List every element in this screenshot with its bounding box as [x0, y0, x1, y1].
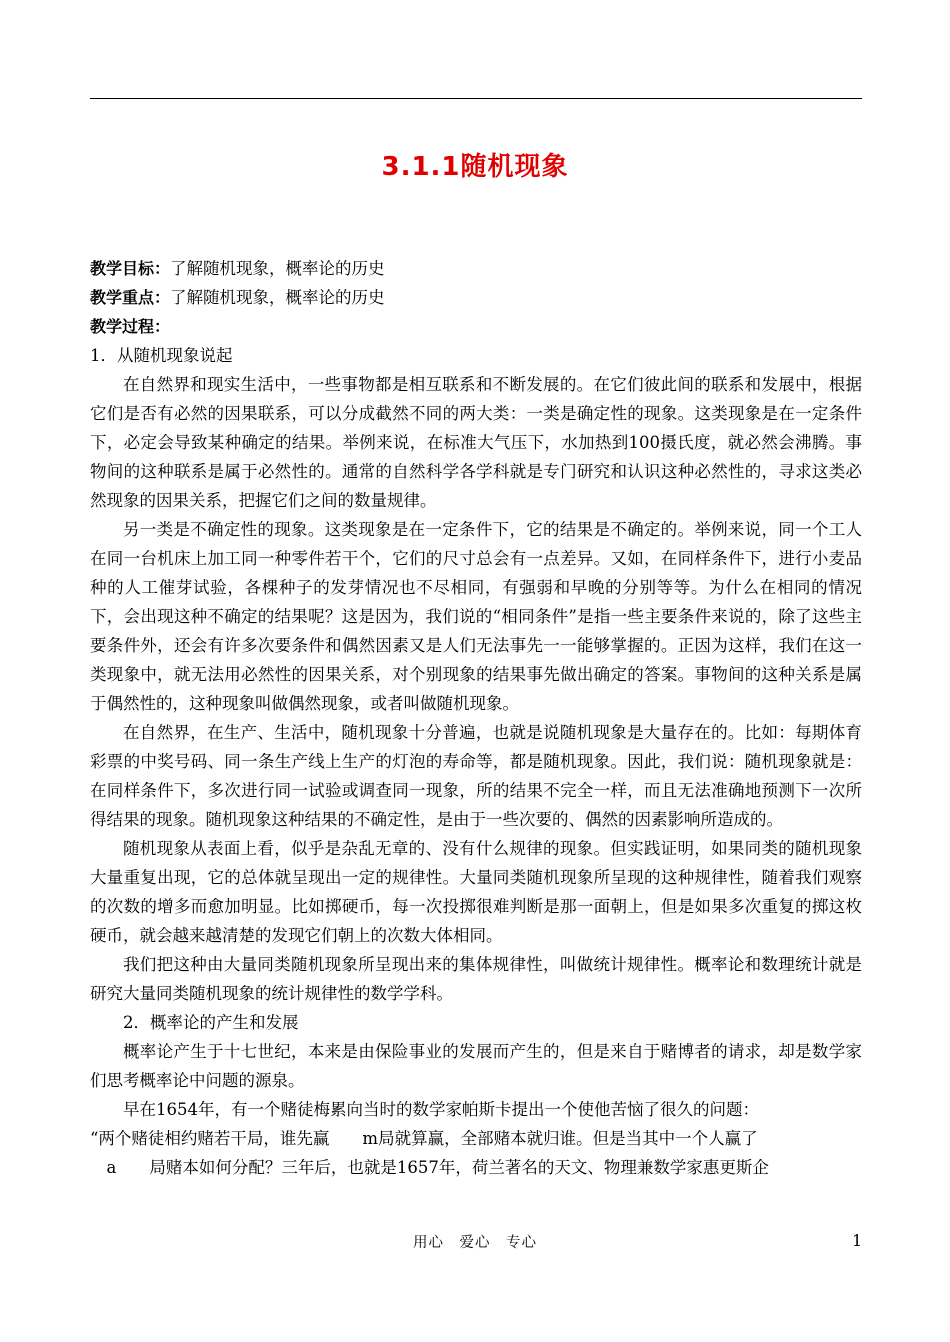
focus-line: [90, 283, 862, 312]
paragraph: 概率论产生于十七世纪，本来是由保险事业的发展而产生的，但是来自于赌博者的请求，却是数学家们思考概率论中问题的源泉。: [90, 1042, 862, 1090]
document-title: 3.1.1随机现象: [381, 152, 569, 182]
quote-line: “两个赌徒相约赌若干局，谁先赢 m局就算赢，全部赌本就归谁。但是当其中一个人赢了: [90, 1129, 758, 1148]
section2-heading: 2．概率论的产生和发展: [123, 1013, 299, 1032]
paragraph: 在自然界，在生产、生活中，随机现象十分普遍，也就是说随机现象是大量存在的。比如：每期体育彩票的中奖号码、同一条生产线上生产的灯泡的寿命等，都是随机现象。因此，我们说：随机现象就是：在同样条件下，多次进行同一试验或调查同一现象，所的结果不完全一样，而且无法准确地预测下一次所得结果的现象。随机现象这种结果的不确定性，是由于一些次要的、偶然的因素影响所造成的。: [90, 723, 862, 829]
paragraph: 在自然界和现实生活中，一些事物都是相互联系和不断发展的。在它们彼此间的联系和发展中，根据它们是否有必然的因果联系，可以分成截然不同的两大类：一类是确定性的现象。这类现象是在一定条件下，必定会导致某种确定的结果。举例来说，在标准大气压下，水加热到100摄氏度，就必然会沸腾。事物间的这种联系是属于必然性的。通常的自然科学各学科就是专门研究和认识这种必然性的，寻求这类必然现象的因果关系，把握它们之间的数量规律。: [90, 375, 862, 510]
objective-label: 教学目标：: [90, 259, 171, 278]
paragraph: 随机现象从表面上看，似乎是杂乱无章的、没有什么规律的现象。但实践证明，如果同类的随机现象大量重复出现，它的总体就呈现出一定的规律性。大量同类随机现象所呈现的这种规律性，随着我们观察的次数的增多而愈加明显。比如掷硬币，每一次投掷很难判断是那一面朝上，但是如果多次重复的掷这枚硬币，就会越来越清楚的发现它们朝上的次数大体相同。: [90, 839, 862, 945]
quote-line: a 局赌本如何分配？三年后，也就是1657年，荷兰著名的天文、物理兼数学家惠更斯企: [90, 1158, 769, 1177]
paragraph: 早在1654年，有一个赌徒梅累向当时的数学家帕斯卡提出一个使他苦恼了很久的问题：: [123, 1100, 759, 1119]
header-rule: [90, 98, 862, 99]
objective-text: 了解随机现象，概率论的历史: [170, 259, 385, 278]
process-label: 教学过程：: [90, 317, 171, 336]
process-line: [90, 312, 862, 341]
paragraph: 另一类是不确定性的现象。这类现象是在一定条件下，它的结果是不确定的。举例来说，同一个工人在同一台机床上加工同一种零件若干个，它们的尺寸总会有一点差异。又如，在同样条件下，进行小麦品种的人工催芽试验，各棵种子的发芽情况也不尽相同，有强弱和早晚的分别等等。为什么在相同的情况下，会出现这种不确定的结果呢？这是因为，我们说的“相同条件”是指一些主要条件来说的，除了这些主要条件外，还会有许多次要条件和偶然因素又是人们无法事先一一能够掌握的。正因为这样，我们在这一类现象中，就无法用必然性的因果关系，对个别现象的结果事先做出确定的答案。事物间的这种关系是属于偶然性的，这种现象叫做偶然现象，或者叫做随机现象。: [90, 520, 862, 713]
page-number: 1: [852, 1231, 863, 1250]
objective-line: [90, 254, 862, 283]
focus-label: 教学重点：: [90, 288, 171, 307]
document-body: [90, 254, 862, 1182]
section1-heading: 1．从随机现象说起: [90, 346, 233, 365]
footer-motto: 用心 爱心 专心: [413, 1235, 537, 1251]
focus-text: 了解随机现象，概率论的历史: [170, 288, 385, 307]
paragraph: 我们把这种由大量同类随机现象所呈现出来的集体规律性，叫做统计规律性。概率论和数理统计就是研究大量同类随机现象的统计规律性的数学学科。: [90, 955, 862, 1003]
